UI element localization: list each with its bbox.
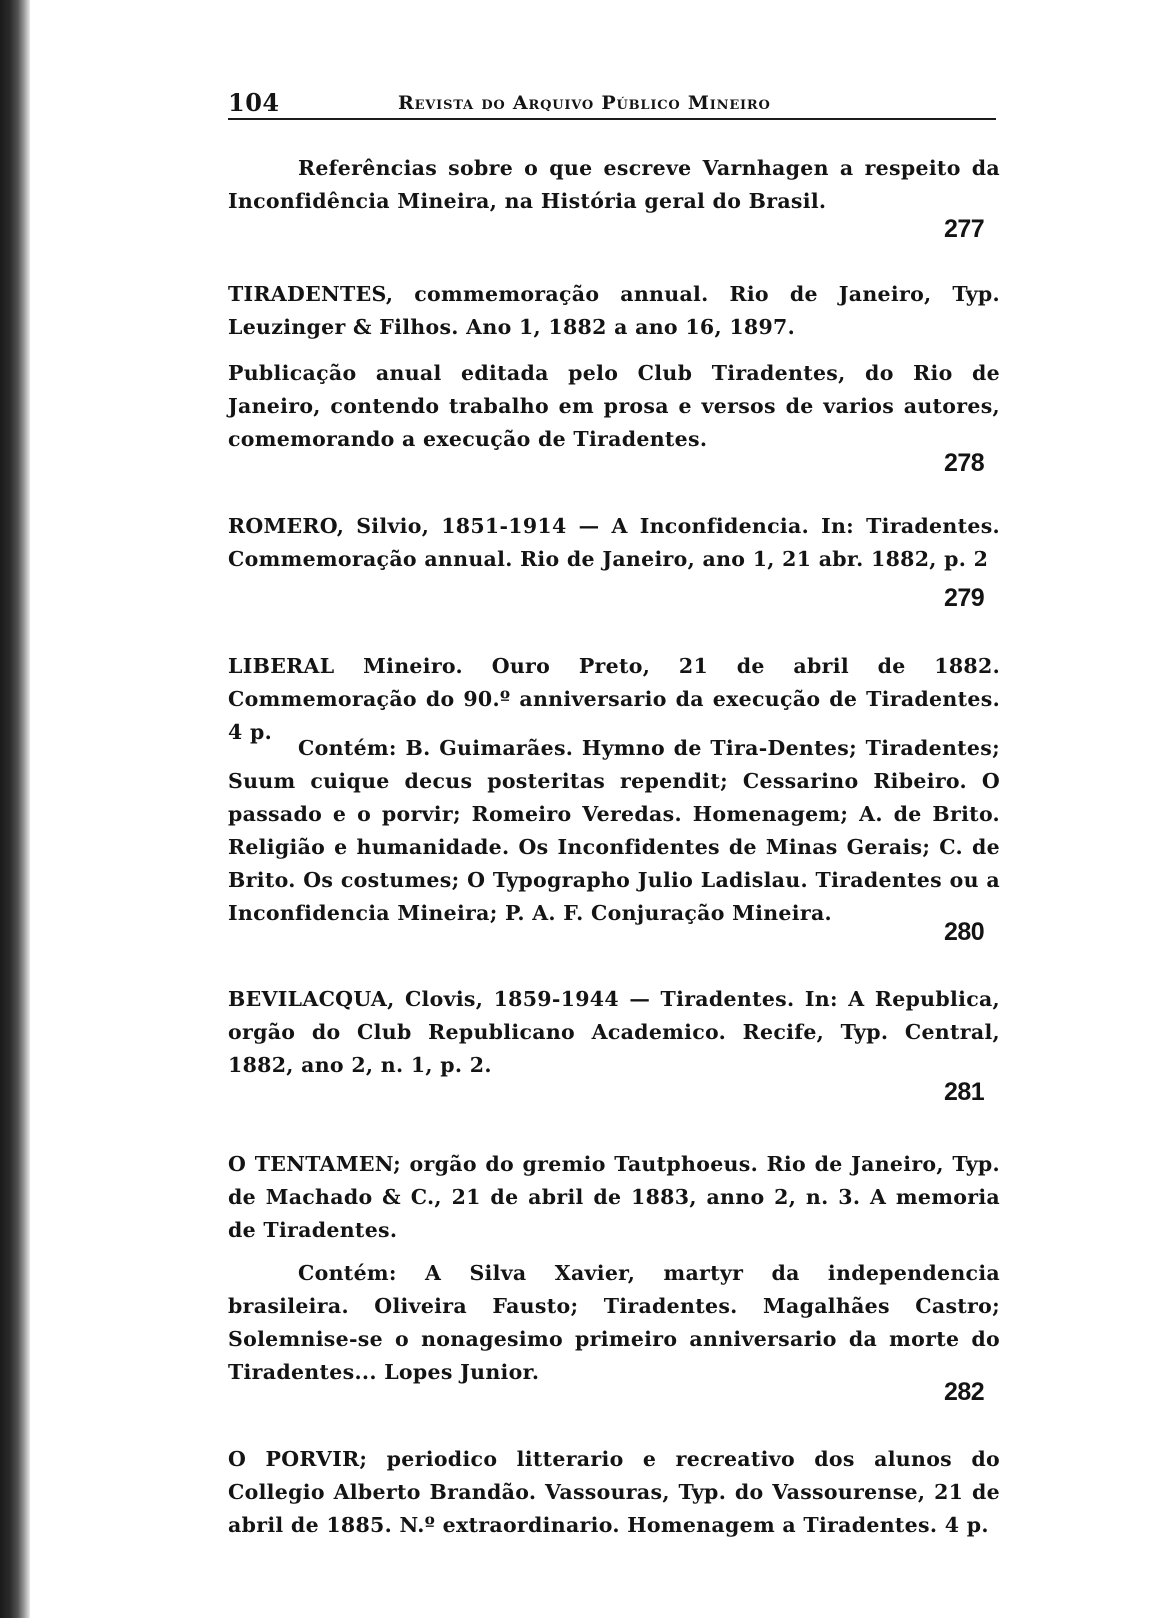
page-header: [228, 88, 1000, 128]
entry-277-number: 277: [944, 215, 985, 243]
entry-283-citation: O PORVIR; periodico litterario e recreativo dos alunos do Collegio Alberto Brandão. Vassouras, Typ. do Vassourense, 21 de abril de 1885. N.º extraordinario. Homenagem a Tiradentes. 4 p.: [228, 1447, 1000, 1537]
entry-278-note: Publicação anual editada pelo Club Tiradentes, do Rio de Janeiro, contendo trabalho em prosa e versos de varios autores, comemorando a execução de Tiradentes.: [228, 361, 1000, 451]
header-rule: [228, 118, 996, 120]
page-number: 104: [228, 88, 280, 117]
running-title: Revista do Arquivo Público Mineiro: [398, 92, 771, 114]
entry-279-citation: ROMERO, Silvio, 1851-1914 — A Inconfidencia. In: Tiradentes. Commemoração annual. Rio de Janeiro, ano 1, 21 abr. 1882, p. 2: [228, 514, 1000, 571]
document-page: [228, 0, 1000, 1618]
entry-279-number: 279: [944, 584, 985, 612]
page-binding-edge: [0, 0, 30, 1618]
entry-281-number: 281: [944, 1078, 985, 1106]
entry-280-citation: LIBERAL Mineiro. Ouro Preto, 21 de abril de 1882. Commemoração do 90.º anniversario da execução de Tiradentes. 4 p.: [228, 654, 1000, 744]
entry-277-paragraph: Referências sobre o que escreve Varnhagen a respeito da Inconfidência Mineira, na História geral do Brasil.: [228, 156, 1000, 213]
entry-280-contents: Contém: B. Guimarães. Hymno de Tira-Dentes; Tiradentes; Suum cuique decus posteritas rependit; Cessarino Ribeiro. O passado e o porvir; Romeiro Veredas. Homenagem; A. de Brito. Religião e humanidade. Os Inconfidentes de Minas Gerais; C. de Brito. Os costumes; O Typographo Julio Ladislau. Tiradentes ou a Inconfidencia Mineira; P. A. F. Conjuração Mineira.: [228, 736, 1000, 925]
entry-280-number: 280: [944, 918, 985, 946]
entry-282-number: 282: [944, 1378, 985, 1406]
entry-282-contents: Contém: A Silva Xavier, martyr da independencia brasileira. Oliveira Fausto; Tiradentes. Magalhães Castro; Solemnise-se o nonagesimo primeiro anniversario da morte do Tiradentes... Lopes Junior.: [228, 1261, 1000, 1384]
entry-282-citation: O TENTAMEN; orgão do gremio Tautphoeus. Rio de Janeiro, Typ. de Machado & C., 21 de abril de 1883, anno 2, n. 3. A memoria de Tiradentes.: [228, 1152, 1000, 1242]
entry-281-citation: BEVILACQUA, Clovis, 1859-1944 — Tiradentes. In: A Republica, orgão do Club Republicano Academico. Recife, Typ. Central, 1882, ano 2, n. 1, p. 2.: [228, 987, 1000, 1077]
entry-278-citation: TIRADENTES, commemoração annual. Rio de Janeiro, Typ. Leuzinger & Filhos. Ano 1, 1882 a ano 16, 1897.: [228, 282, 1000, 339]
entry-278-number: 278: [944, 449, 985, 477]
